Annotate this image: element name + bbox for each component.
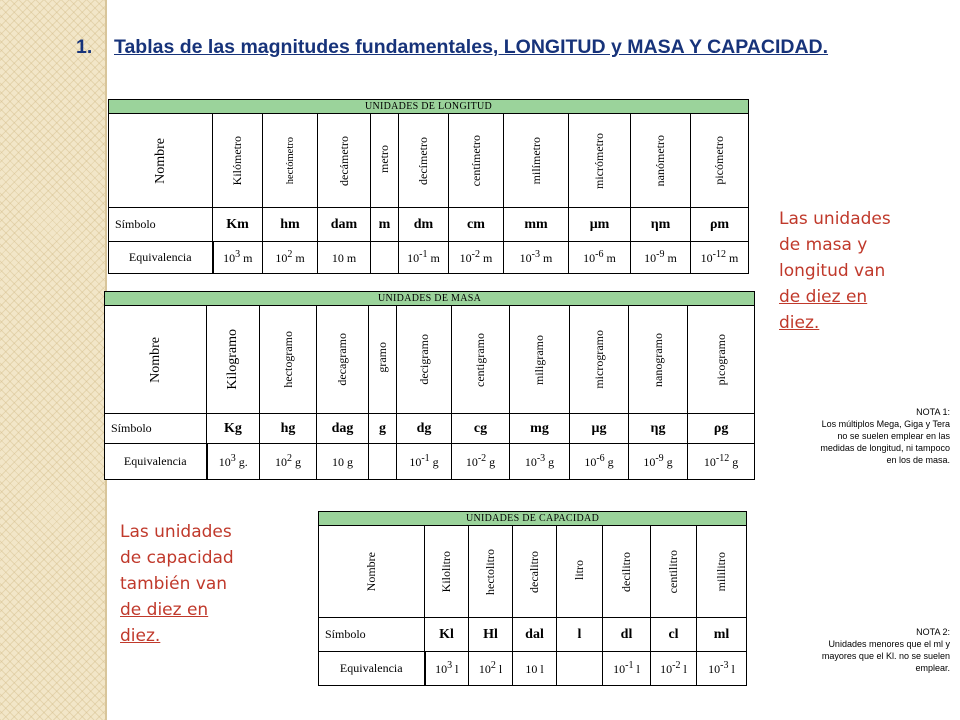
unit-symbol: dm [399,208,449,242]
longitud-names-row [109,114,749,208]
note-masa-longitud [779,206,891,336]
masa-symbols-row [105,414,755,444]
unit-name: gramo [375,342,389,373]
unit-equivalence: $10^3$ l [425,652,469,686]
masa-names-row [105,306,755,414]
unit-name: Kilogramo [225,329,240,390]
unit-equivalence: $10^3$ m [213,242,263,274]
title-text: Tablas de las magnitudes fundamentales, LONGITUD y MASA Y CAPACIDAD. [114,36,829,58]
unit-symbol: dl [603,618,651,652]
unit-equivalence [369,444,397,480]
longitud-equivalence-row [109,242,749,274]
unit-equivalence [557,652,603,686]
unit-name: miligramo [532,334,546,385]
unit-symbol: ηm [631,208,691,242]
unit-equivalence: 10 m [318,242,371,274]
unit-equivalence [371,242,399,274]
unit-symbol: mg [510,414,570,444]
unit-name: milímetro [528,136,543,185]
unit-symbol: dal [513,618,557,652]
masa-header: UNIDADES DE MASA [105,292,755,306]
decorative-sidebar [0,0,105,720]
nota-line: en los de masa. [886,455,950,465]
unit-equivalence: 10 l [513,652,557,686]
unit-symbol: cg [452,414,510,444]
unit-name: decilitro [619,551,633,592]
unit-equivalence: $10^{-2}$ g [452,444,510,480]
title-number: 1. [76,36,93,58]
nota-line: Unidades menores que el ml y [828,639,950,649]
unit-equivalence: $10^{-12}$ m [691,242,749,274]
unit-name: litro [572,559,586,580]
unit-name: Kilómetro [230,135,244,186]
simbolo-label: Símbolo [109,208,213,242]
note-line: de diez en [779,287,868,307]
unit-name: mililitro [714,551,729,592]
nota-line: emplear. [915,663,950,673]
note-line: Las unidades [120,522,232,542]
unit-name: nanogramo [650,332,665,387]
unit-name: centilitro [666,549,680,594]
unit-equivalence: $10^{-3}$ m [504,242,569,274]
note-line: diez. [779,313,820,333]
nota-line: Los múltiplos Mega, Giga y Tera [821,419,950,429]
note-line: también van [120,574,228,594]
note-line: longitud van [779,261,886,281]
unit-name: hectómetro [284,136,296,185]
longitud-header: UNIDADES DE LONGITUD [109,100,749,114]
unit-symbol: ηg [629,414,688,444]
page-title [76,36,956,59]
unit-symbol: ρm [691,208,749,242]
unit-equivalence: $10^{-12}$ g [688,444,755,480]
unit-name: decímetro [416,136,430,185]
unit-equivalence: $10^{-6}$ g [570,444,629,480]
nombre-label: Nombre [364,551,378,592]
capacidad-symbols-row [319,618,747,652]
unit-symbol: hg [260,414,317,444]
unit-name: decámetro [336,135,351,186]
unit-name: centímetro [468,134,483,187]
note-line: de masa y [779,235,868,255]
unit-symbol: Hl [469,618,513,652]
unit-name: centigramo [473,332,487,387]
note-line: diez. [120,626,161,646]
unit-equivalence: 10 g [317,444,369,480]
unit-equivalence: $10^2$ m [263,242,318,274]
unit-name: decalitro [527,550,541,593]
unit-equivalence: $10^3$ g. [207,444,260,480]
capacidad-header: UNIDADES DE CAPACIDAD [319,512,747,526]
nota-line: medidas de longitud, ni tampoco [820,443,950,453]
unit-symbol: g [369,414,397,444]
unit-symbol: ρg [688,414,755,444]
unit-symbol: l [557,618,603,652]
unit-equivalence: $10^{-9}$ m [631,242,691,274]
nota-title: NOTA 1: [916,407,950,417]
unit-equivalence: $10^2$ g [260,444,317,480]
longitud-table [108,99,749,274]
unit-symbol: ml [697,618,747,652]
unit-symbol: cm [449,208,504,242]
simbolo-label: Símbolo [319,618,425,652]
unit-symbol: μg [570,414,629,444]
unit-symbol: μm [569,208,631,242]
nota-line: mayores que el Kl. no se suelen [821,651,950,661]
note-line: de capacidad [120,548,234,568]
unit-equivalence: $10^{-3}$ g [510,444,570,480]
note-line: de diez en [120,600,209,620]
unit-equivalence: $10^2$ l [469,652,513,686]
unit-equivalence: $10^{-1}$ g [397,444,452,480]
note-capacidad [120,519,234,649]
longitud-symbols-row [109,208,749,242]
simbolo-label: Símbolo [105,414,207,444]
unit-equivalence: $10^{-6}$ m [569,242,631,274]
unit-name: hectolitro [483,548,497,595]
equivalencia-label: Equivalencia [319,652,425,686]
nombre-label: Nombre [147,336,163,383]
unit-symbol: dag [317,414,369,444]
equivalencia-label: Equivalencia [109,242,213,274]
unit-name: micrómetro [592,132,606,189]
unit-equivalence: $10^{-2}$ l [651,652,697,686]
unit-name: metro [377,144,391,173]
nota-2 [750,626,950,674]
unit-name: picómetro [712,136,727,185]
unit-symbol: Kg [207,414,260,444]
nombre-label: Nombre [152,137,168,184]
nota-title: NOTA 2: [916,627,950,637]
unit-equivalence: $10^{-3}$ l [697,652,747,686]
unit-symbol: Km [213,208,263,242]
nota-1 [750,406,950,466]
equivalencia-label: Equivalencia [105,444,207,480]
unit-symbol: cl [651,618,697,652]
unit-symbol: hm [263,208,318,242]
unit-symbol: mm [504,208,569,242]
unit-equivalence: $10^{-1}$ l [603,652,651,686]
unit-name: microgramo [591,330,606,389]
capacidad-equivalence-row [319,652,747,686]
unit-symbol: dam [318,208,371,242]
nota-line: no se suelen emplear en las [837,431,950,441]
unit-symbol: Kl [425,618,469,652]
unit-name: hectogramo [280,331,295,388]
unit-name: decigramo [416,334,431,385]
capacidad-names-row [319,526,747,618]
unit-name: nanómetro [653,134,667,187]
masa-equivalence-row [105,444,755,480]
masa-table [104,291,755,480]
unit-name: Kilolitro [439,550,453,593]
capacidad-table [318,511,747,686]
unit-equivalence: $10^{-9}$ g [629,444,688,480]
unit-equivalence: $10^{-2}$ m [449,242,504,274]
unit-name: decagramo [335,333,349,386]
note-line: Las unidades [779,209,891,229]
unit-symbol: dg [397,414,452,444]
unit-equivalence: $10^{-1}$ m [399,242,449,274]
unit-name: picogramo [713,333,728,386]
unit-symbol: m [371,208,399,242]
